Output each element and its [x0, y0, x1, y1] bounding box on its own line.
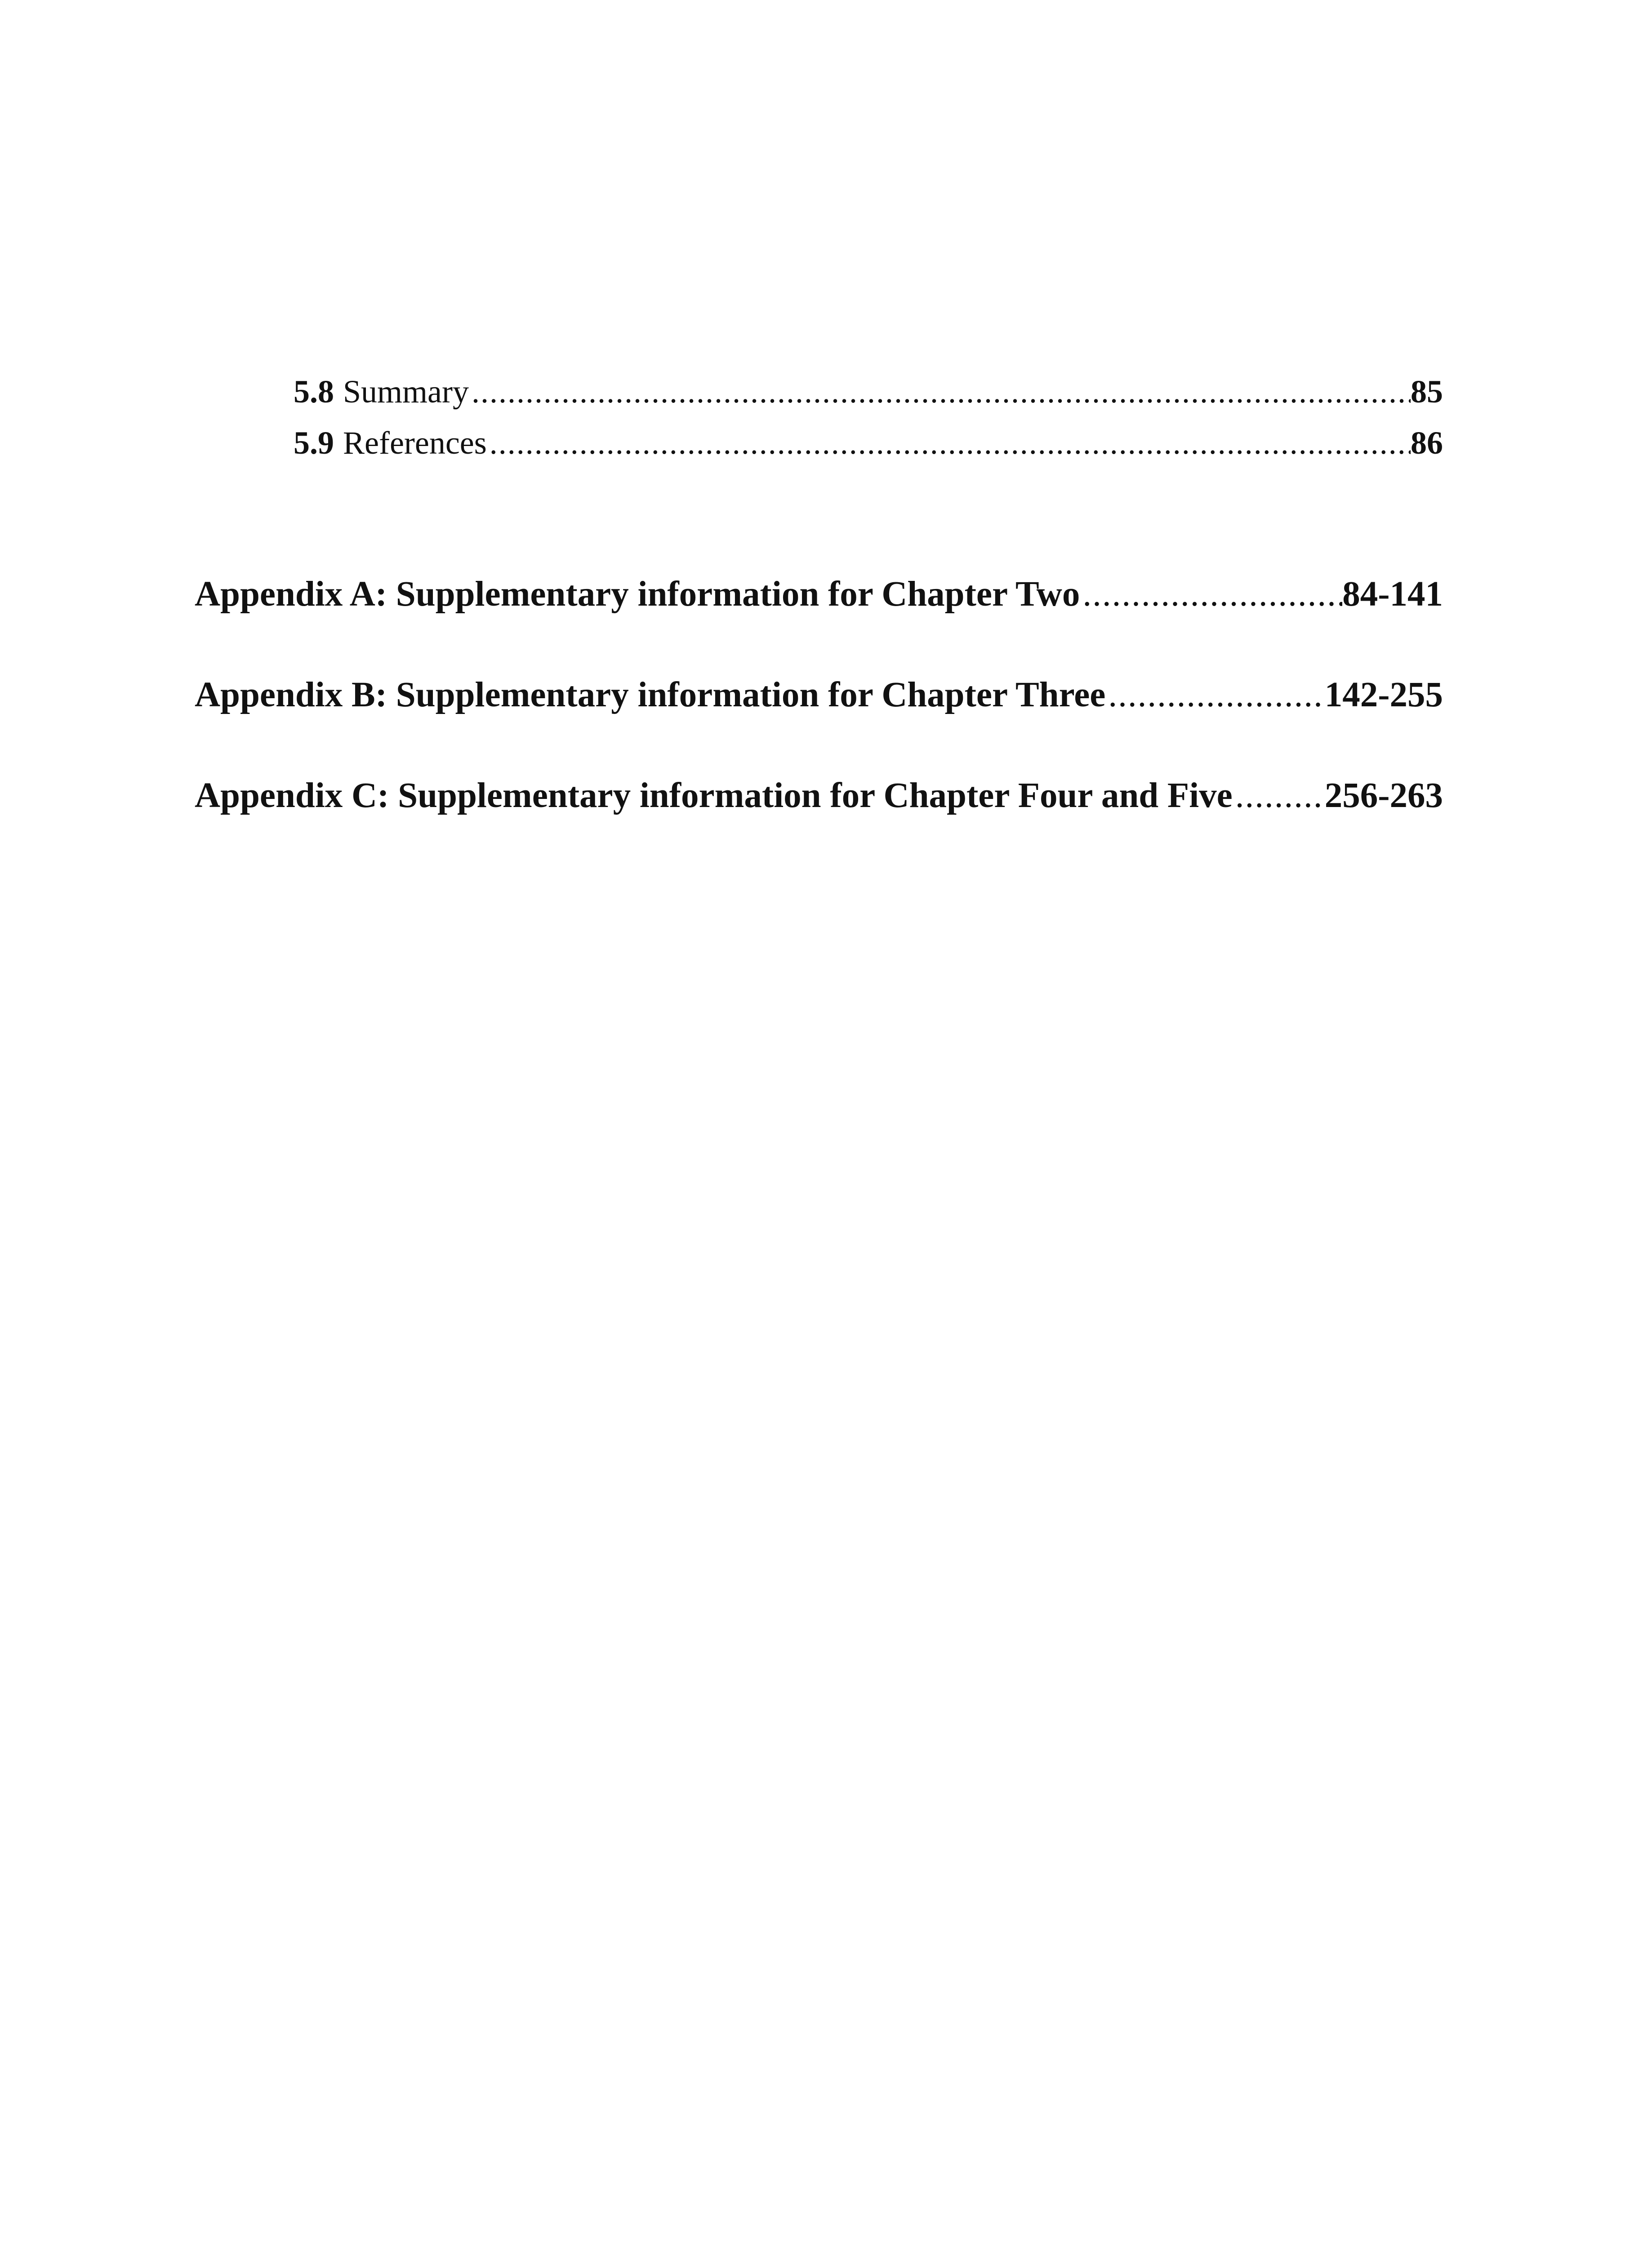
dot-leader — [1105, 673, 1324, 718]
section-number: 5.9 — [294, 425, 334, 461]
section-number: 5.8 — [294, 374, 334, 410]
dot-leader — [469, 371, 1411, 412]
page-number: 86 — [1411, 425, 1443, 461]
toc-entry-appendix-b — [195, 673, 1443, 718]
section-title: Summary — [343, 374, 469, 410]
page-range: 142-255 — [1324, 675, 1443, 714]
appendix-title: Appendix A: Supplementary information for Chapter Two — [195, 575, 1080, 614]
page-range: 84-141 — [1342, 575, 1443, 614]
toc-entry-5-8 — [294, 371, 1443, 412]
dot-leader — [487, 423, 1411, 463]
page-number: 85 — [1411, 374, 1443, 410]
dot-leader — [1080, 572, 1342, 617]
page-range: 256-263 — [1324, 776, 1443, 815]
toc-entry-5-9 — [294, 423, 1443, 463]
section-title: References — [343, 425, 487, 461]
toc-entry-appendix-a — [195, 572, 1443, 617]
appendix-title: Appendix C: Supplementary information for Chapter Four and Five — [195, 776, 1233, 815]
appendix-title: Appendix B: Supplementary information for Chapter Three — [195, 675, 1106, 714]
dot-leader — [1233, 773, 1325, 818]
toc-entry-appendix-c — [195, 773, 1443, 818]
